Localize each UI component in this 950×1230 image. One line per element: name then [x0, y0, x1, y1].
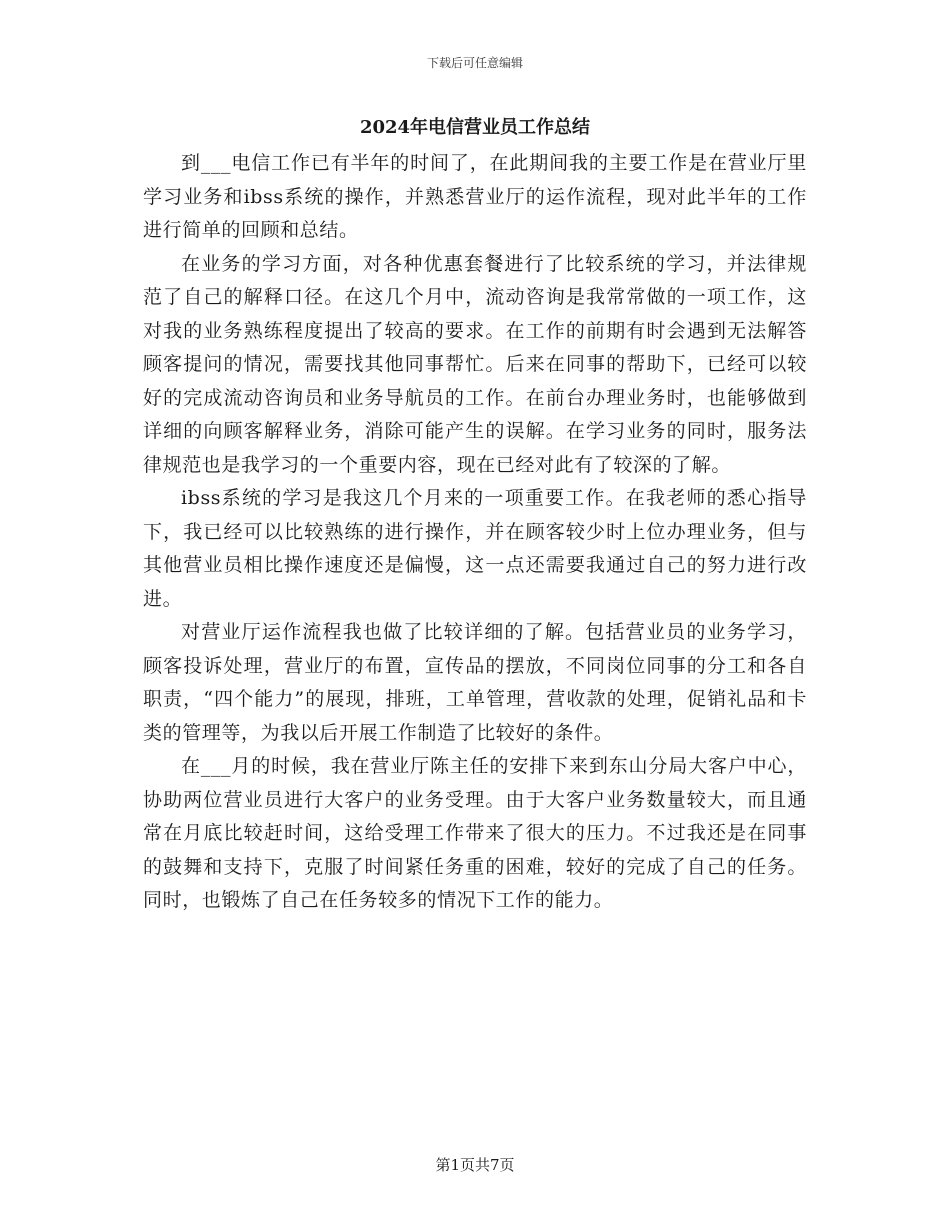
page-number: 第1页共7页	[435, 1156, 515, 1174]
paragraph-operation-process: 对营业厅运作流程我也做了比较详细的了解。包括营业员的业务学习，顾客投诉处理，营业厅的布置，宣传品的摆放，不同岗位同事的分工和各自职责，“四个能力”的展现，排班，工单管理，营收款的处理，促销礼品和卡类的管理等，为我以后开展工作制造了比较好的条件。	[143, 621, 807, 744]
document-body	[143, 147, 807, 918]
paragraph-ibss-system: ibss系统的学习是我这几个月来的一项重要工作。在我老师的悉心指导下，我已经可以比较熟练的进行操作，并在顾客较少时上位办理业务，但与其他营业员相比操作速度还是偏慢，这一点还需要我通过自己的努力进行改进。	[143, 487, 807, 610]
document-title: 2024年电信营业员工作总结	[359, 117, 591, 138]
header-note: 下载后可任意编辑	[426, 56, 523, 70]
paragraph-intro: 到___电信工作已有半年的时间了，在此期间我的主要工作是在营业厅里学习业务和ibss系统的操作，并熟悉营业厅的运作流程，现对此半年的工作进行简单的回顾和总结。	[143, 152, 807, 241]
paragraph-business-study: 在业务的学习方面，对各种优惠套餐进行了比较系统的学习，并法律规范了自己的解释口径。在这几个月中，流动咨询是我常常做的一项工作，这对我的业务熟练程度提出了较高的要求。在工作的前期有时会遇到无法解答顾客提问的情况，需要找其他同事帮忙。后来在同事的帮助下，已经可以较好的完成流动咨询员和业务导航员的工作。在前台办理业务时，也能够做到详细的向顾客解释业务，消除可能产生的误解。在学习业务的同时，服务法律规范也是我学习的一个重要内容，现在已经对此有了较深的了解。	[143, 252, 807, 476]
paragraph-key-customer-center: 在___月的时候，我在营业厅陈主任的安排下来到东山分局大客户中心，协助两位营业员进行大客户的业务受理。由于大客户业务数量较大，而且通常在月底比较赶时间，这给受理工作带来了很大的压力。不过我还是在同事的鼓舞和支持下，克服了时间紧任务重的困难，较好的完成了自己的任务。同时，也锻炼了自己在任务较多的情况下工作的能力。	[143, 755, 807, 911]
